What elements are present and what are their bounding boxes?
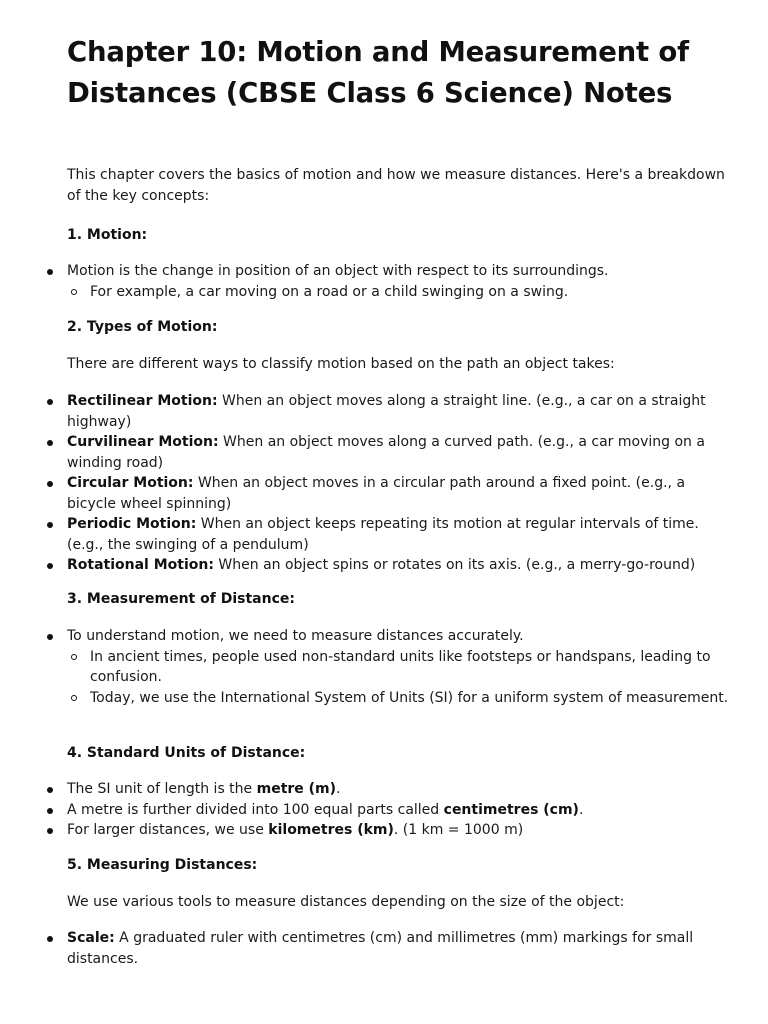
list-item-text: To understand motion, we need to measure distances accurately. [67, 628, 524, 644]
page-title: Chapter 10: Motion and Measurement of Distances (CBSE Class 6 Science) Notes [67, 36, 689, 109]
term-scale: Scale: [67, 930, 115, 946]
types-of-motion-list [67, 391, 731, 576]
list-item [67, 820, 731, 841]
list-item [67, 473, 731, 514]
definition-curvilinear: When an object moves along a curved path. (e.g., a car moving on a winding road) [67, 434, 705, 471]
list-item [67, 779, 731, 800]
definition-rectilinear: When an object moves along a straight line. (e.g., a car on a straight highway) [67, 393, 706, 430]
measuring-tools-list [67, 928, 731, 969]
sub-list-item: In ancient times, people used non-standard units like footsteps or handspans, leading to confusion. [90, 647, 731, 688]
term-periodic: Periodic Motion: [67, 516, 197, 532]
term-centimetres: centimetres (cm) [443, 801, 579, 818]
definition-periodic: When an object keeps repeating its motion at regular intervals of time. (e.g., the swinging of a pendulum) [67, 516, 699, 553]
list-item-text: . [336, 781, 341, 797]
section-heading-types-of-motion: 2. Types of Motion: [67, 319, 218, 335]
definition-circular: When an object moves in a circular path around a fixed point. (e.g., a bicycle wheel spinning) [67, 475, 686, 512]
sub-list-item: For example, a car moving on a road or a child swinging on a swing. [90, 282, 731, 303]
standard-units-list [67, 779, 731, 841]
types-intro-paragraph: There are different ways to classify motion based on the path an object takes: [67, 356, 615, 372]
definition-scale: A graduated ruler with centimetres (cm) and millimetres (mm) markings for small distances. [67, 930, 694, 967]
term-curvilinear: Curvilinear Motion: [67, 434, 219, 450]
section-heading-standard-units: 4. Standard Units of Distance: [67, 745, 306, 761]
list-item-text: Motion is the change in position of an object with respect to its surroundings. [67, 263, 609, 279]
term-kilometres: kilometres (km) [268, 822, 394, 838]
intro-paragraph: This chapter covers the basics of motion and how we measure distances. Here's a breakdown of the key concepts: [67, 167, 725, 204]
sub-list [67, 647, 731, 709]
list-item-text: The SI unit of length is the [67, 781, 257, 797]
list-item-text: . [578, 801, 584, 818]
measurement-list [67, 626, 731, 708]
list-item [67, 261, 731, 302]
list-item-text: A metre is further divided into 100 equal parts called [67, 801, 444, 818]
term-rotational: Rotational Motion: [67, 557, 214, 573]
term-metre: metre (m) [256, 781, 337, 797]
section-heading-measuring-distances: 5. Measuring Distances: [67, 857, 258, 873]
sub-list [67, 282, 731, 303]
list-item [67, 626, 731, 708]
term-rectilinear: Rectilinear Motion: [67, 393, 218, 409]
list-item [67, 432, 731, 473]
list-item [67, 391, 731, 432]
term-circular: Circular Motion: [67, 475, 194, 491]
list-item [67, 800, 731, 821]
section-heading-measurement: 3. Measurement of Distance: [67, 591, 295, 607]
section-heading-motion: 1. Motion: [67, 227, 148, 243]
sub-list-item: Today, we use the International System of Units (SI) for a uniform system of measurement. [90, 688, 731, 709]
list-item [67, 514, 731, 555]
list-item-text: For larger distances, we use [67, 822, 269, 838]
motion-list [67, 261, 731, 302]
list-item-text: . (1 km = 1000 m) [393, 822, 524, 838]
list-item [67, 555, 731, 576]
measuring-intro-paragraph: We use various tools to measure distances depending on the size of the object: [67, 894, 625, 910]
definition-rotational: When an object spins or rotates on its axis. (e.g., a merry-go-round) [213, 557, 696, 573]
list-item [67, 928, 731, 969]
